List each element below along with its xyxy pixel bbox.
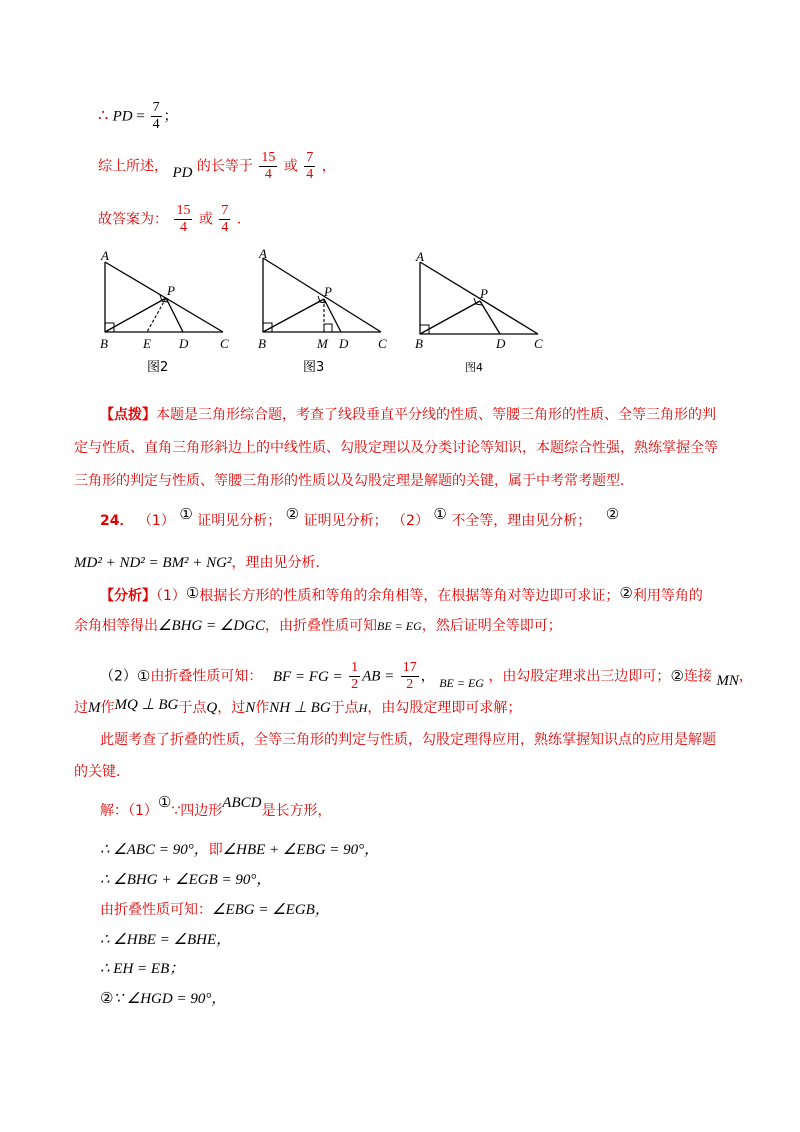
figure-3 <box>253 248 403 378</box>
caption-fig2: 图2 <box>147 360 169 375</box>
jie-line1: 解：（1）①∵四边形ABCD是长方形， <box>100 793 332 819</box>
label-M: M <box>317 336 328 351</box>
jie-line5: ∴ ∠HBE = ∠BHE， <box>100 932 232 948</box>
line-answer: 故答案为： $\frac{15}{4}$ 或 $\frac{7}{4}$ ． <box>98 203 251 235</box>
label-A: A <box>259 248 267 261</box>
label-C: C <box>378 336 387 351</box>
fraction-15-4: $\frac{15}{4}$ <box>261 150 276 182</box>
label-P: P <box>167 283 175 298</box>
label-P: P <box>324 284 332 299</box>
label-P: P <box>480 286 488 301</box>
dianbo-line2: 定与性质、直角三角形斜边上的中线性质、勾股定理以及分类讨论等知识，本题综合性强，熟练掌握全等 <box>74 440 718 456</box>
jie-line6: ∴ EH = EB； <box>100 961 185 977</box>
figure-4 <box>410 250 555 380</box>
q24-answer-line: 24． （1） ① 证明见分析； ② 证明见分析； （2） ① 不全等，理由见分析； ② <box>100 505 620 529</box>
fraction-7-4-b: $\frac{7}{4}$ <box>306 150 314 182</box>
jie-line3: ∴ ∠BHG + ∠EGB = 90°， <box>100 872 272 888</box>
label-E: E <box>143 336 151 351</box>
fenxi-line3: （2）①由折叠性质可知： BF = FG = $\frac{1}{2}$ AB = $\frac{17}{2}$ ， BE = EG ，由勾股定理求出三边即可；②连接 MN， <box>100 660 753 692</box>
fenxi-line6: 的关键． <box>74 764 130 780</box>
fraction-15-4-b: $\frac{15}{4}$ <box>176 203 191 235</box>
label-A: A <box>101 248 109 263</box>
label-B: B <box>100 336 108 351</box>
jie-line7: ②∵ ∠HGD = 90°， <box>100 989 227 1007</box>
label-C: C <box>220 336 229 351</box>
label-D: D <box>179 336 189 351</box>
q24-equation-line: MD² + ND² = BM² + NG²，理由见分析． <box>74 555 330 571</box>
label-D: D <box>496 336 506 351</box>
fenxi-line2: 余角相等得出∠BHG = ∠DGC，由折叠性质可知BE = EG，然后证明全等即可； <box>74 618 562 634</box>
fraction-1-2: $\frac{1}{2}$ <box>351 660 359 692</box>
fenxi-line5: 此题考查了折叠的性质，全等三角形的判定与性质，勾股定理得应用，熟练掌握知识点的应用是解题 <box>100 732 716 748</box>
label-A: A <box>416 250 424 264</box>
fenxi-line1: 【分析】（1）①根据长方形的性质和等角的余角相等，在根据等角对等边即可求证；②利用等角的 <box>100 584 703 604</box>
jie-line2: ∴ ∠ABC = 90°，即∠HBE + ∠EBG = 90°， <box>100 842 380 858</box>
label-B: B <box>415 336 423 351</box>
dianbo-line3: 三角形的判定与性质、等腰三角形的性质以及勾股定理是解题的关键，属于中考常考题型． <box>74 473 634 489</box>
fraction-17-2: $\frac{17}{2}$ <box>402 660 417 692</box>
label-D: D <box>339 336 349 351</box>
dianbo-line1: 【点拨】本题是三角形综合题，考查了线段垂直平分线的性质、等腰三角形的性质、全等三角形的判 <box>100 407 716 423</box>
line-summary: 综上所述， PD 的长等于 $\frac{15}{4}$ 或 $\frac{7}{4}$ ， <box>98 150 336 182</box>
fraction-7-4: $\frac{7}{4}$ <box>152 100 160 132</box>
caption-fig4: 图4 <box>465 361 483 374</box>
caption-fig3: 图3 <box>303 360 325 375</box>
fenxi-line4: 过M作MQ ⊥ BG于点Q，过N作NH ⊥ BG于点H，由勾股定理即可求解； <box>74 697 522 716</box>
figure-2 <box>95 248 245 378</box>
fraction-7-4-c: $\frac{7}{4}$ <box>221 203 229 235</box>
line-pd-result: ∴ PD = $\frac{7}{4}$ ； <box>98 100 178 132</box>
label-C: C <box>534 336 543 351</box>
label-B: B <box>258 336 266 351</box>
jie-line4: 由折叠性质可知：∠EBG = ∠EGB， <box>100 902 330 918</box>
